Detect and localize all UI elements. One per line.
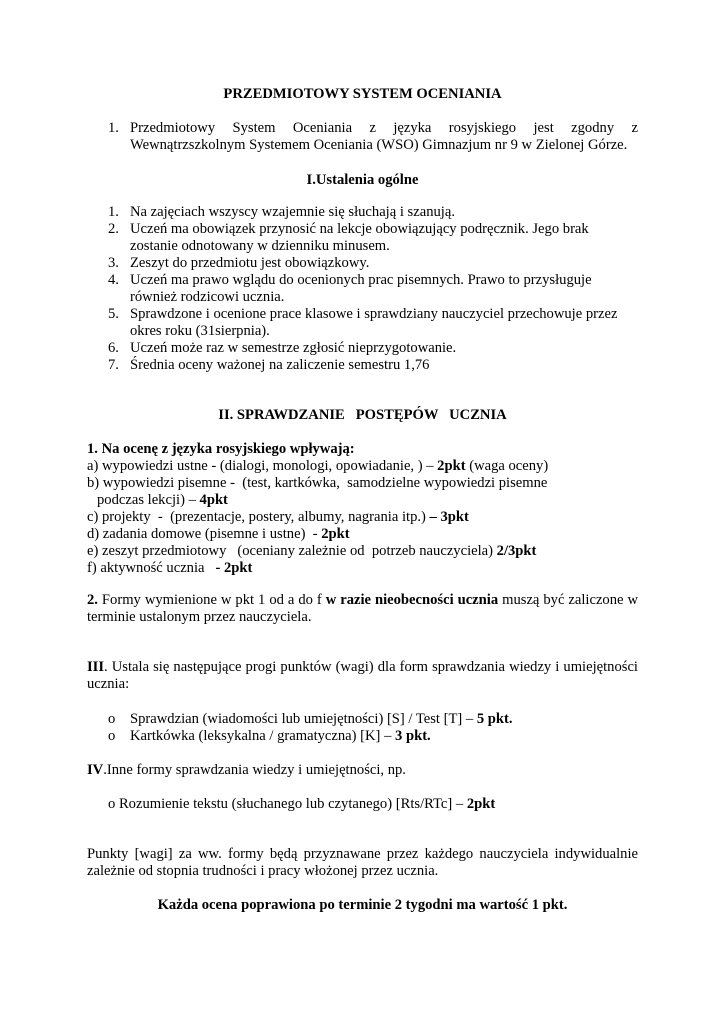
list-item: [108, 357, 638, 374]
item-d-points: 2pkt: [321, 526, 350, 542]
section-2-body: [87, 441, 638, 577]
section-3-line-2: ucznia:: [87, 676, 130, 692]
list-item-text: Na zajęciach wszyscy wzajemnie się słuchają i szanują.: [130, 204, 455, 220]
bullet-mark: o: [108, 796, 116, 812]
list-item: [108, 306, 638, 340]
list-item: [108, 340, 638, 357]
item-b-line-2: [87, 492, 638, 509]
list-item-text: Zeszyt do przedmiotu jest obowiązkowy.: [130, 255, 370, 271]
final-note: Każda ocena poprawiona po terminie 2 tygodni ma wartość 1 pkt.: [157, 897, 568, 913]
item-e-points: 2/3pkt: [496, 543, 537, 559]
list-item-num: 7.: [108, 357, 119, 373]
list-item-text: zostanie odnotowany w dzienniku minusem.: [130, 238, 390, 254]
point-2-pre: Formy wymienione w pkt 1 od a do f: [97, 592, 326, 608]
item-c: [87, 509, 638, 526]
closing-line-1: Punkty [wagi] za ww. formy będą przyznawane przez każdego nauczyciela indywidualnie: [87, 846, 638, 862]
section-2-subheading: 1. Na ocenę z języka rosyjskiego wpływają:: [87, 441, 355, 457]
section-1-list: [108, 204, 638, 374]
list-item-text: również rodzicowi ucznia.: [130, 289, 285, 305]
page-title: PRZEDMIOTOWY SYSTEM OCENIANIA: [223, 86, 502, 102]
section-4-bullet: [108, 796, 638, 813]
intro-item: [108, 120, 638, 154]
list-item-num: 4.: [108, 272, 119, 288]
item-d-text: d) zadania domowe (pisemne i ustne) -: [87, 526, 322, 542]
list-item-num: 5.: [108, 306, 119, 322]
item-a: [87, 458, 638, 475]
item-f-text: f) aktywność ucznia: [87, 560, 216, 576]
bullet-text: Rozumienie tekstu (słuchanego lub czytanego) [Rts/RTc] –: [115, 796, 467, 812]
bullet-text: Sprawdzian (wiadomości lub umiejętności) [S] / Test [T] –: [130, 711, 477, 727]
list-item-text: Uczeń może raz w semestrze zgłosić nieprzygotowanie.: [130, 340, 457, 356]
closing-line-2: zależnie od stopnia trudności i pracy włożonej przez ucznia.: [87, 863, 439, 879]
section-3-text: . Ustala się następujące progi punktów (wagi) dla form sprawdzania wiedzy i umiejętności: [104, 659, 638, 675]
list-item-num: 6.: [108, 340, 119, 356]
item-d: [87, 526, 638, 543]
item-b-line-1: b) wypowiedzi pisemne - (test, kartkówka, samodzielne wypowiedzi pisemne: [87, 475, 548, 491]
point-2-num: 2.: [87, 592, 98, 608]
list-item-num: 3.: [108, 255, 119, 271]
section-1-heading: I.Ustalenia ogólne: [306, 172, 419, 188]
point-2-line-1: [87, 592, 638, 609]
bullet-points: 3 pkt.: [395, 728, 431, 744]
item-e: [87, 543, 638, 560]
point-2-post: muszą być zaliczone w: [498, 592, 639, 608]
bullet-points: 2pkt: [466, 796, 496, 812]
bullet-mark: o: [108, 711, 116, 727]
list-item-text: okres roku (31sierpnia).: [130, 323, 270, 339]
section-4-line: [87, 762, 638, 779]
section-3-line-1: [87, 659, 638, 676]
bullet-item: [108, 711, 638, 728]
section-2-point-2: [87, 592, 638, 626]
list-item-num: 2.: [108, 221, 119, 237]
item-b-points: 4pkt: [199, 492, 228, 508]
point-2-bold: w razie nieobecności ucznia: [325, 592, 499, 608]
item-f-points: - 2pkt: [215, 560, 253, 576]
list-item-text: Uczeń ma prawo wglądu do ocenionych prac pisemnych. Prawo to przysługuje: [130, 272, 592, 288]
list-item-text: Uczeń ma obowiązek przynosić na lekcje obowiązujący podręcznik. Jego brak: [130, 221, 589, 237]
bullet-text: Kartkówka (leksykalna / gramatyczna) [K] –: [130, 728, 396, 744]
list-item: [108, 272, 638, 306]
bullet-points: 5 pkt.: [476, 711, 513, 727]
item-c-points: – 3pkt: [425, 509, 469, 525]
list-item: [108, 204, 638, 221]
section-3-bullets: [108, 711, 638, 745]
intro-num: 1.: [108, 120, 119, 136]
item-a-suffix: (waga oceny): [465, 458, 549, 474]
bullet-item: [108, 728, 638, 745]
item-b-text: podczas lekcji) –: [97, 492, 200, 508]
section-3-num: III: [87, 659, 105, 675]
intro-line-1: Przedmiotowy System Oceniania z języka rosyjskiego jest zgodny z: [130, 120, 638, 136]
list-item-text: Sprawdzone i ocenione prace klasowe i sprawdziany nauczyciel przechowuje przez: [130, 306, 618, 322]
item-f: [87, 560, 638, 577]
section-2-heading: [0, 407, 725, 424]
intro-list: [108, 120, 638, 154]
list-item-text: Średnia oceny ważonej na zaliczenie semestru 1,76: [130, 357, 430, 373]
item-a-text: a) wypowiedzi ustne - (dialogi, monologi, opowiadanie, ) –: [87, 458, 438, 474]
section-4-text: .Inne formy sprawdzania wiedzy i umiejętności, np.: [103, 762, 406, 778]
section-3-body: [87, 659, 638, 693]
item-e-text: e) zeszyt przedmiotowy (oceniany zależnie od potrzeb nauczyciela): [87, 543, 497, 559]
list-item: [108, 221, 638, 255]
bullet-item: [108, 796, 638, 813]
list-item-num: 1.: [108, 204, 119, 220]
section-4-num: IV: [87, 762, 104, 778]
section-2-heading-text: II. SPRAWDZANIE POSTĘPÓW UCZNIA: [218, 407, 507, 423]
section-4-text-line: [87, 762, 638, 779]
bullet-mark: o: [108, 728, 116, 744]
item-c-text: c) projekty - (prezentacje, postery, albumy, nagrania itp.): [87, 509, 426, 525]
intro-line-2: Wewnątrzszkolnym Systemem Oceniania (WSO) Gimnazjum nr 9 w Zielonej Górze.: [130, 137, 628, 153]
point-2-line-2: terminie ustalonym przez nauczyciela.: [87, 609, 312, 625]
closing-paragraph: [87, 846, 638, 880]
list-item: [108, 255, 638, 272]
item-a-points: 2pkt: [437, 458, 466, 474]
